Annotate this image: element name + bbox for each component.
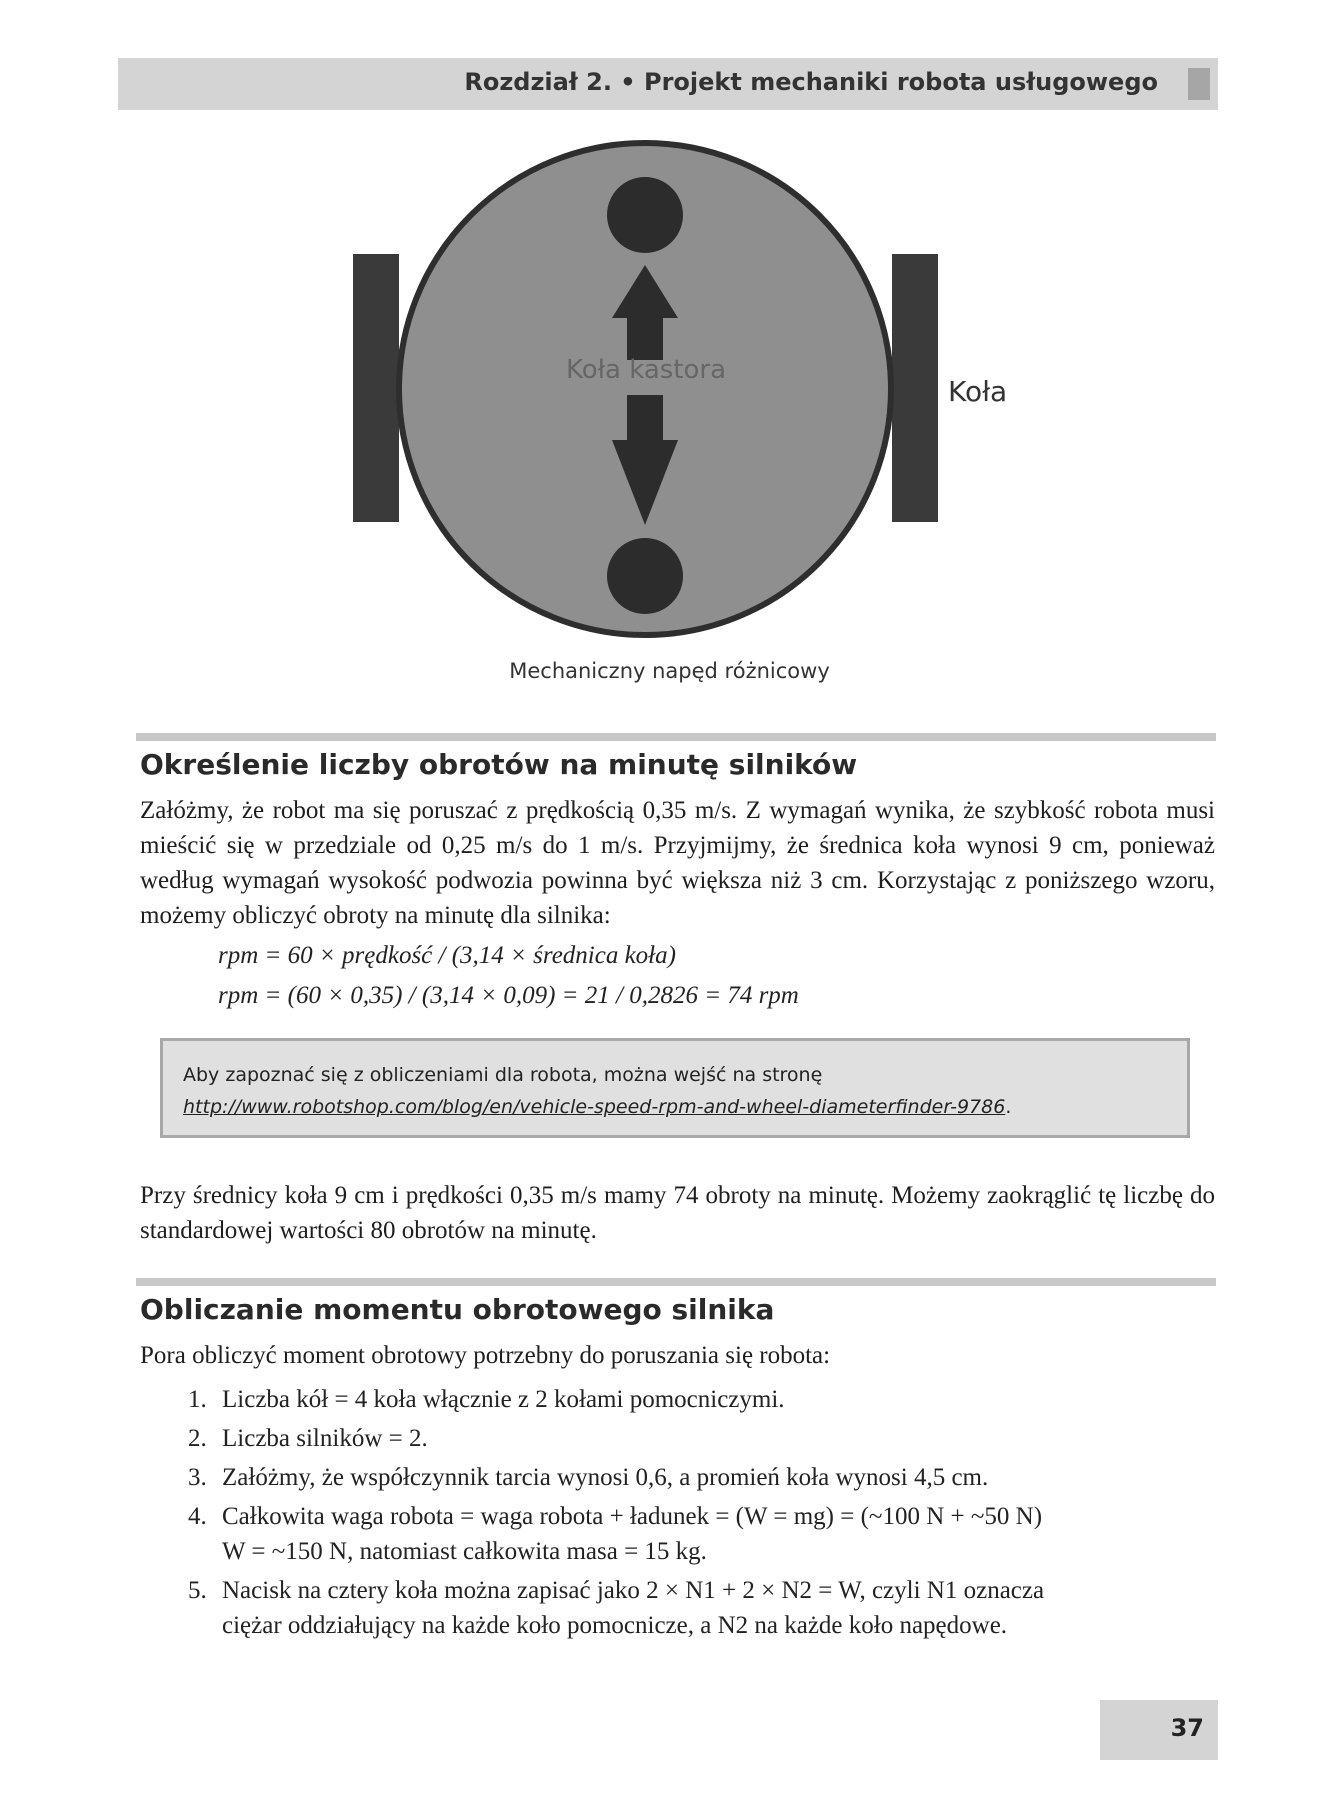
robotshop-link[interactable]: http://www.robotshop.com/blog/en/vehicle-speed-rpm-and-wheel-diameterfinder-9786 <box>183 1096 1006 1118</box>
left-wheel <box>353 254 399 522</box>
list-item: 4. Całkowita waga robota = waga robota + ładunek = (W = mg) = (~100 N + ~50 N) W = ~150 N, natomiast całkowita masa = 15 kg. <box>188 1503 1043 1565</box>
note-box <box>160 1038 1190 1138</box>
torque-steps-list <box>188 1382 1218 1647</box>
rear-caster <box>607 538 683 614</box>
rpm-paragraph: Załóżmy, że robot ma się poruszać z prędkością 0,35 m/s. Z wymagań wynika, że szybkość robota musi mieścić się w przedziale od 0,25 m/s do 1 m/s. Przyjmijmy, że średnica koła wynosi 9 cm, ponieważ według wymagań wysokość podwozia powinna być większa niż 3 cm. Korzystając z poniższego wzoru, możemy obliczyć obroty na minutę dla silnika: <box>140 797 1215 929</box>
differential-drive-diagram <box>0 0 1339 700</box>
formula-rpm-calculation: rpm = (60 × 0,35) / (3,14 × 0,09) = 21 / 0,2826 = 74 rpm <box>218 982 799 1009</box>
torque-intro: Pora obliczyć moment obrotowy potrzebny do poruszania się robota: <box>140 1342 831 1369</box>
section-heading-rpm: Określenie liczby obrotów na minutę silników <box>140 748 858 781</box>
page-number: 37 <box>1170 1714 1204 1742</box>
note-intro: Aby zapoznać się z obliczeniami dla robota, można wejść na stronę <box>183 1064 823 1086</box>
note-text <box>183 1059 1169 1123</box>
front-caster <box>607 177 683 253</box>
section-heading-torque: Obliczanie momentu obrotowego silnika <box>140 1293 775 1326</box>
figure-caption: Mechaniczny napęd różnicowy <box>509 659 830 683</box>
wheels-label: Koła <box>948 375 1008 408</box>
caster-label: Koła kastora <box>565 355 727 385</box>
list-item: 3. Załóżmy, że współczynnik tarcia wynosi 0,6, a promień koła wynosi 4,5 cm. <box>188 1464 989 1491</box>
section-divider <box>136 1278 1216 1286</box>
chapter-title: Rozdział 2. • Projekt mechaniki robota usługowego <box>464 68 1158 96</box>
formula-rpm: rpm = 60 × prędkość / (3,14 × średnica koła) <box>218 942 676 969</box>
list-item: 5. Nacisk na cztery koła można zapisać jako 2 × N1 + 2 × N2 = W, czyli N1 oznacza ciężar oddziałujący na każde koło pomocnicze, a N2 na każde koło napędowe. <box>188 1577 1045 1639</box>
rpm-conclusion-paragraph: Przy średnicy koła 9 cm i prędkości 0,35 m/s mamy 74 obroty na minutę. Możemy zaokrąglić tę liczbę do standardowej wartości 80 obrotów na minutę. <box>140 1182 1215 1244</box>
right-wheel <box>892 254 938 522</box>
list-item: 2. Liczba silników = 2. <box>188 1425 428 1452</box>
page-number-badge <box>1100 1700 1218 1760</box>
section-divider <box>136 733 1216 741</box>
note-end: . <box>1005 1096 1012 1118</box>
list-item: 1. Liczba kół = 4 koła włącznie z 2 kołami pomocniczymi. <box>188 1386 785 1413</box>
